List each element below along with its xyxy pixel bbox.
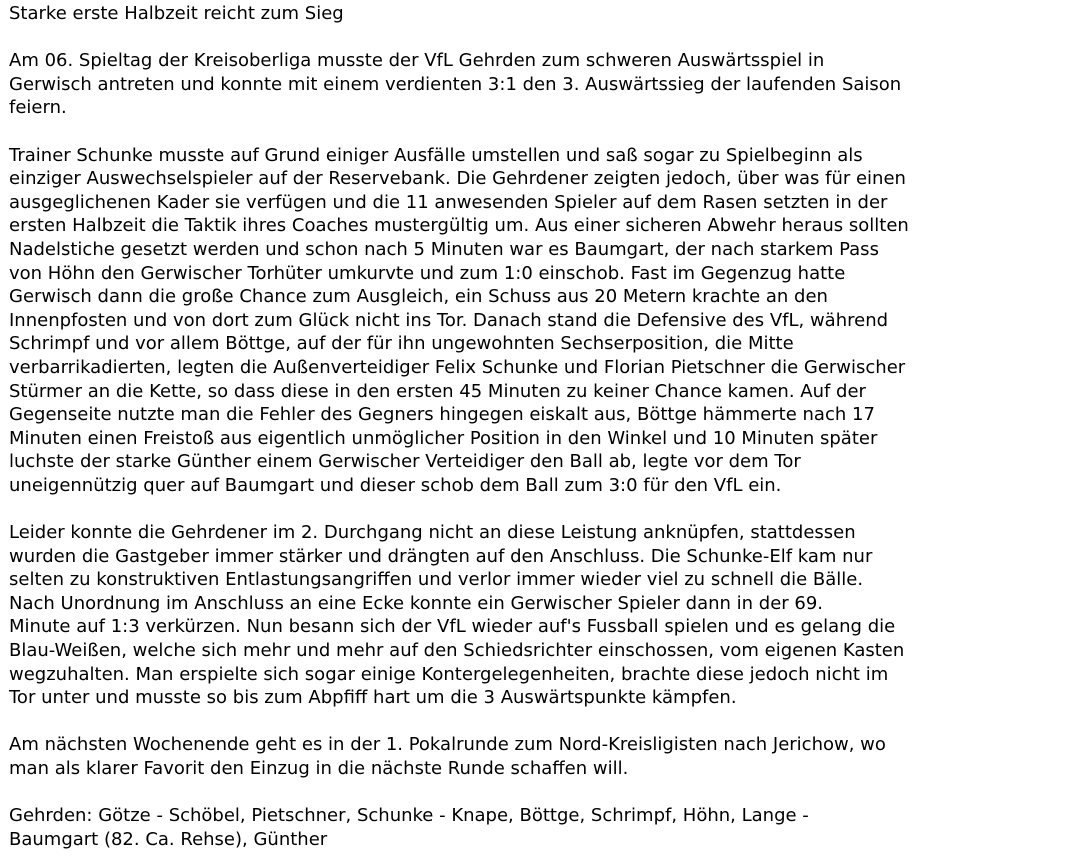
paragraph-second-half: Leider konnte die Gehrdener im 2. Durchgang nicht an diese Leistung anknüpfen, stattdessen wurden die Gastgeber immer stärker und drängten auf den Anschluss. Die Schunke-Elf kam nur selten zu konstruktiven Entlastungsangriffen und verlor immer wieder viel zu schnell die Bälle. Nach Unordnung im Anschluss an eine Ecke konnte ein Gerwischer Spieler dann in der 69. Minute auf 1:3 verkürzen. Nun besann sich der VfL wieder auf's Fussball spielen und es gelang die Blau-Weißen, welche sich mehr und mehr auf den Schiedsrichter einschossen, vom eigenen Kasten wegzuhalten. Man erspielte sich sogar einige Kontergelegenheiten, brachte diese jedoch nicht im Tor unter und musste so bis zum Abpfiff hart um die 3 Auswärtspunkte kämpfen. [9,522,905,709]
article [9,2,1061,851]
paragraph-first-half: Trainer Schunke musste auf Grund einiger Ausfälle umstellen und saß sogar zu Spielbeginn als einziger Auswechselspieler auf der Reservebank. Die Gehrdener zeigten jedoch, über was für einen ausgeglichenen Kader sie verfügen und die 11 anwesenden Spieler auf dem Rasen setzten in der ersten Halbzeit die Taktik ihres Coaches mustergültig um. Aus einer sicheren Abwehr heraus sollten Nadelstiche gesetzt werden und schon nach 5 Minuten war es Baumgart, der nach starkem Pass von Höhn den Gerwischer Torhüter umkurvte und zum 1:0 einschob. Fast im Gegenzug hatte Gerwisch dann die große Chance zum Ausgleich, ein Schuss aus 20 Metern krachte an den Innenpfosten und von dort zum Glück nicht ins Tor. Danach stand die Defensive des VfL, während Schrimpf und vor allem Böttge, auf der für ihn ungewohnten Sechserposition, die Mitte verbarrikadierten, legten die Außenverteidiger Felix Schunke und Florian Pietschner die Gerwischer Stürmer an die Kette, so dass diese in den ersten 45 Minuten zu keiner Chance kamen. Auf der Gegenseite nutzte man die Fehler des Gegners hingegen eiskalt aus, Böttge hämmerte nach 17 Minuten einen Freistoß aus eigentlich unmöglicher Position in den Winkel und 10 Minuten später luchste der starke Günther einem Gerwischer Verteidiger den Ball ab, legte vor dem Tor uneigennützig quer auf Baumgart und dieser schob dem Ball zum 3:0 für den VfL ein. [9,144,909,496]
paragraph-lineup: Gehrden: Götze - Schöbel, Pietschner, Schunke - Knape, Böttge, Schrimpf, Höhn, Lange - Baumgart (82. Ca. Rehse), Günther [9,805,809,850]
paragraph-intro: Am 06. Spieltag der Kreisoberliga musste der VfL Gehrden zum schweren Auswärtsspiel in Gerwisch antreten und konnte mit einem verdienten 3:1 den 3. Auswärtssieg der laufenden Saison feiern. [9,50,902,119]
paragraph-next-match: Am nächsten Wochenende geht es in der 1. Pokalrunde zum Nord-Kreisligisten nach Jerichow, wo man als klarer Favorit den Einzug in die nächste Runde schaffen will. [9,734,886,779]
article-title: Starke erste Halbzeit reicht zum Sieg [9,3,344,24]
